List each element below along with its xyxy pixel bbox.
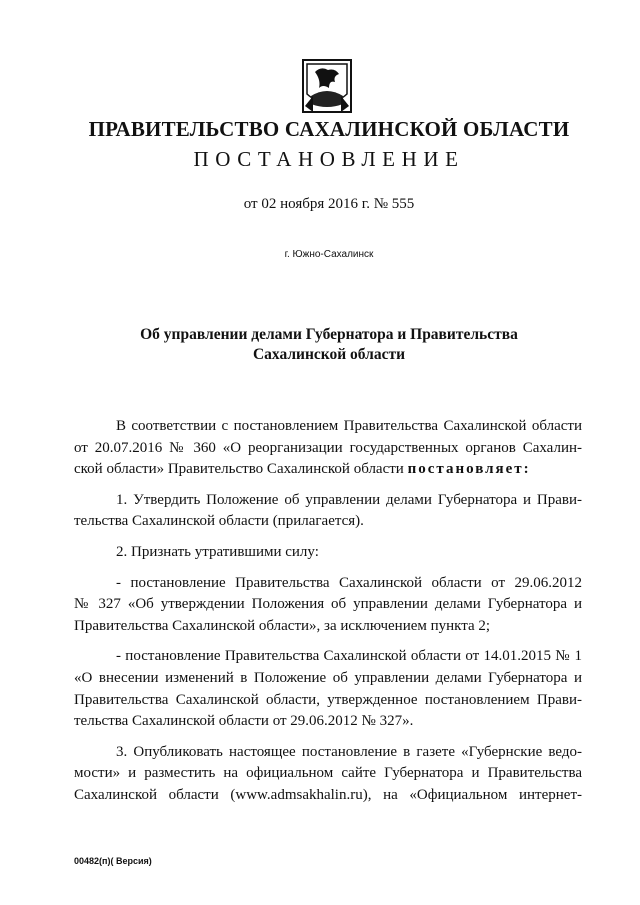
paragraph-item-1	[74, 490, 582, 533]
text-line: № 327 «Об утверждении Положения об управлении делами Губернатора и	[74, 596, 582, 613]
text-line: Правительства Сахалинской области, утвержденное постановлением Прави-	[74, 691, 582, 708]
text-line: - постановление Правительства Сахалинской области от 29.06.2012	[116, 574, 582, 591]
document-code: 00482(п)( Версия)	[74, 856, 152, 866]
text-fragment: ской области» Правительство Сахалинской области	[74, 461, 408, 478]
document-body	[74, 416, 582, 807]
text-line: тельства Сахалинской области (прилагается).	[74, 513, 364, 530]
paragraph-item-2	[74, 542, 582, 564]
paragraph-repeal-1	[74, 573, 582, 638]
title-line: Сахалинской области	[252, 346, 406, 363]
text-line: Правительства Сахалинской области», за исключением пункта 2;	[74, 617, 491, 634]
sakhalin-coat-of-arms-icon	[301, 58, 353, 114]
text-line: 1. Утвердить Положение об управлении делами Губернатора и Прави-	[116, 491, 582, 508]
document-city: г. Южно-Сахалинск	[284, 249, 374, 260]
text-line: - постановление Правительства Сахалинской области от 14.01.2015 № 1	[116, 648, 582, 665]
document-date-number: от 02 ноября 2016 г. № 555	[243, 196, 415, 212]
text-line: мости» и разместить на официальном сайте Губернатора и Правительства	[74, 765, 582, 782]
text-line	[74, 459, 582, 481]
paragraph-preamble	[74, 416, 582, 481]
title-line: Об управлении делами Губернатора и Правительства	[140, 326, 518, 343]
resolution-keyword: постановляет:	[407, 461, 531, 478]
text-line: В соответствии с постановлением Правительства Сахалинской области	[116, 418, 582, 434]
text-line: тельства Сахалинской области от 29.06.2012 № 327».	[74, 713, 414, 730]
document-type: ПОСТАНОВЛЕНИЕ	[193, 147, 465, 171]
paragraph-item-3	[74, 742, 582, 807]
paragraph-repeal-2	[74, 646, 582, 732]
text-line: 3. Опубликовать настоящее постановление в газете «Губернские ведо-	[116, 743, 582, 760]
text-line: от 20.07.2016 № 360 «О реорганизации государственных органов Сахалин-	[74, 439, 582, 456]
document-title	[0, 325, 640, 365]
organization-name: ПРАВИТЕЛЬСТВО САХАЛИНСКОЙ ОБЛАСТИ	[88, 117, 570, 141]
text-line: «О внесении изменений в Положение об управлении делами Губернатора и	[74, 669, 582, 686]
text-line: Сахалинской области (www.admsakhalin.ru), на «Официальном интернет-	[74, 786, 582, 803]
text-line: 2. Признать утратившими силу:	[116, 543, 319, 560]
